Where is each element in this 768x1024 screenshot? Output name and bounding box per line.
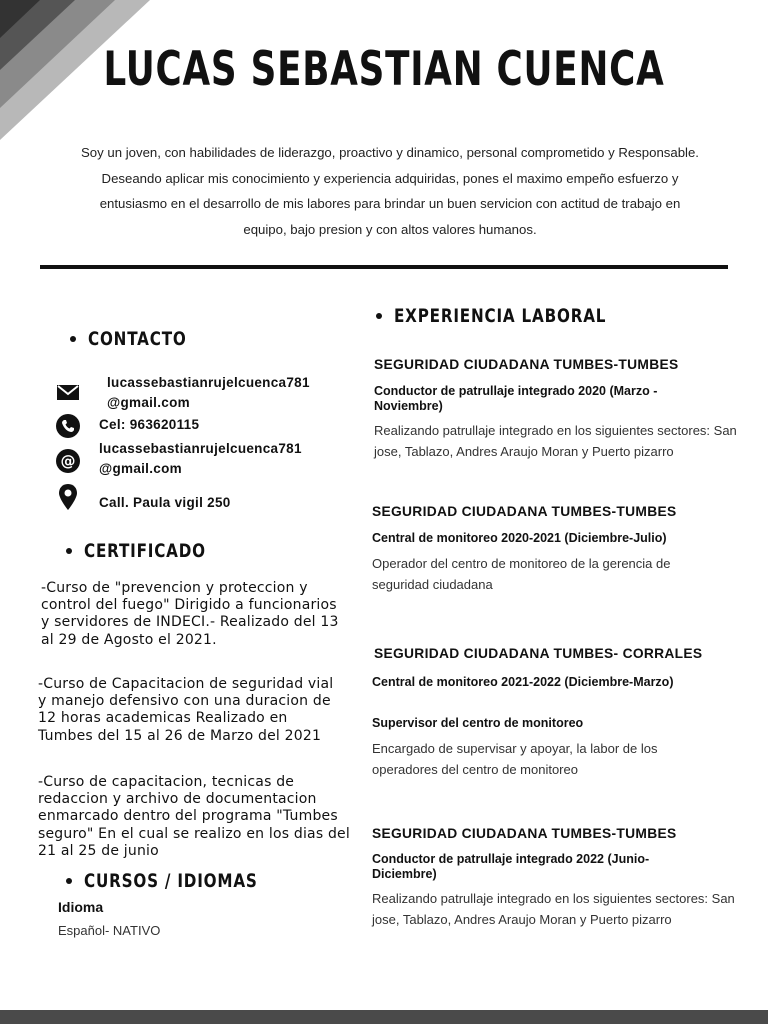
email-secondary[interactable] bbox=[99, 439, 302, 479]
job-organization: SEGURIDAD CIUDADANA TUMBES- CORRALES bbox=[374, 646, 703, 661]
email-secondary-line2: @gmail.com bbox=[99, 461, 182, 476]
certificates-heading bbox=[66, 540, 236, 562]
email-primary-line2: @gmail.com bbox=[107, 395, 190, 410]
experience-heading bbox=[376, 305, 659, 327]
contact-heading-label: CONTACTO bbox=[88, 328, 187, 350]
contact-heading bbox=[70, 328, 211, 350]
courses-heading-label: CURSOS / IDIOMAS bbox=[84, 870, 258, 892]
job-organization: SEGURIDAD CIUDADANA TUMBES-TUMBES bbox=[372, 826, 677, 841]
job-role-secondary: Supervisor del centro de monitoreo bbox=[372, 716, 584, 730]
certificates-heading-label: CERTIFICADO bbox=[84, 540, 206, 562]
job-description: Realizando patrullaje integrado en los siguientes sectores: San jose, Tablazo, Andres Araujo Moran y Puerto pizarro bbox=[374, 423, 737, 459]
certificate-item: -Curso de Capacitacion de seguridad vial y manejo defensivo con una duracion de 12 horas academicas Realizado en Tumbes del 15 al 26 de Marzo del 2021 bbox=[38, 676, 334, 744]
candidate-name: LUCAS SEBASTIAN CUENCA bbox=[103, 42, 665, 97]
job-description: Operador del centro de monitoreo de la gerencia de seguridad ciudadana bbox=[372, 556, 671, 592]
bullet-dot bbox=[66, 548, 72, 554]
at-sign-icon bbox=[56, 449, 80, 473]
language-label: Idioma bbox=[58, 899, 104, 915]
location-pin-icon bbox=[56, 483, 80, 511]
email-primary-line1: lucassebastianrujelcuenca781 bbox=[107, 375, 310, 390]
bullet-dot bbox=[70, 336, 76, 342]
job-role: Conductor de patrullaje integrado 2022 (Junio-Diciembre) bbox=[372, 852, 650, 881]
bullet-dot bbox=[376, 313, 382, 319]
job-organization: SEGURIDAD CIUDADANA TUMBES-TUMBES bbox=[372, 504, 677, 519]
phone-icon bbox=[56, 414, 80, 438]
job-description: Realizando patrullaje integrado en los siguientes sectores: San jose, Tablazo, Andres Araujo Moran y Puerto pizarro bbox=[372, 891, 735, 927]
footer-bar bbox=[0, 1010, 768, 1024]
job-description: Encargado de supervisar y apoyar, la labor de los operadores del centro de monitoreo bbox=[372, 741, 658, 777]
language-value: Español- NATIVO bbox=[58, 923, 161, 938]
certificate-item: -Curso de capacitacion, tecnicas de redaccion y archivo de documentacion enmarcado dentro del programa "Tumbes seguro" En el cual se realizo en los dias del 21 al 25 de junio bbox=[38, 774, 350, 859]
phone-number[interactable]: Cel: 963620115 bbox=[99, 417, 200, 432]
envelope-icon bbox=[56, 380, 80, 404]
job-organization: SEGURIDAD CIUDADANA TUMBES-TUMBES bbox=[374, 357, 679, 372]
address: Call. Paula vigil 250 bbox=[99, 495, 231, 510]
bullet-dot bbox=[66, 878, 72, 884]
job-role: Conductor de patrullaje integrado 2020 (Marzo - Noviembre) bbox=[374, 384, 658, 413]
svg-text:@: @ bbox=[60, 452, 76, 470]
profile-summary: Soy un joven, con habilidades de liderazgo, proactivo y dinamico, personal comprometido y Responsable. Deseando aplicar mis conocimiento y experiencia adquiridas, pones el maximo empeño esfuerzo y entusiasmo en el desarrollo de mis labores para brindar un buen servicion con actitud de trabajo en equipo, bajo presion y con altos valores humanos. bbox=[81, 145, 699, 237]
job-role: Central de monitoreo 2020-2021 (Diciembre-Julio) bbox=[372, 531, 667, 545]
header-divider bbox=[40, 265, 728, 269]
certificate-item: -Curso de "prevencion y proteccion y control del fuego" Dirigido a funcionarios y servidores de INDECI.- Realizado del 13 al 29 de Agosto el 2021. bbox=[41, 580, 339, 648]
email-secondary-line1: lucassebastianrujelcuenca781 bbox=[99, 441, 302, 456]
courses-heading bbox=[66, 870, 301, 892]
job-role: Central de monitoreo 2021-2022 (Diciembre-Marzo) bbox=[372, 675, 674, 689]
email-primary[interactable] bbox=[107, 373, 310, 413]
experience-heading-label: EXPERIENCIA LABORAL bbox=[394, 305, 607, 327]
